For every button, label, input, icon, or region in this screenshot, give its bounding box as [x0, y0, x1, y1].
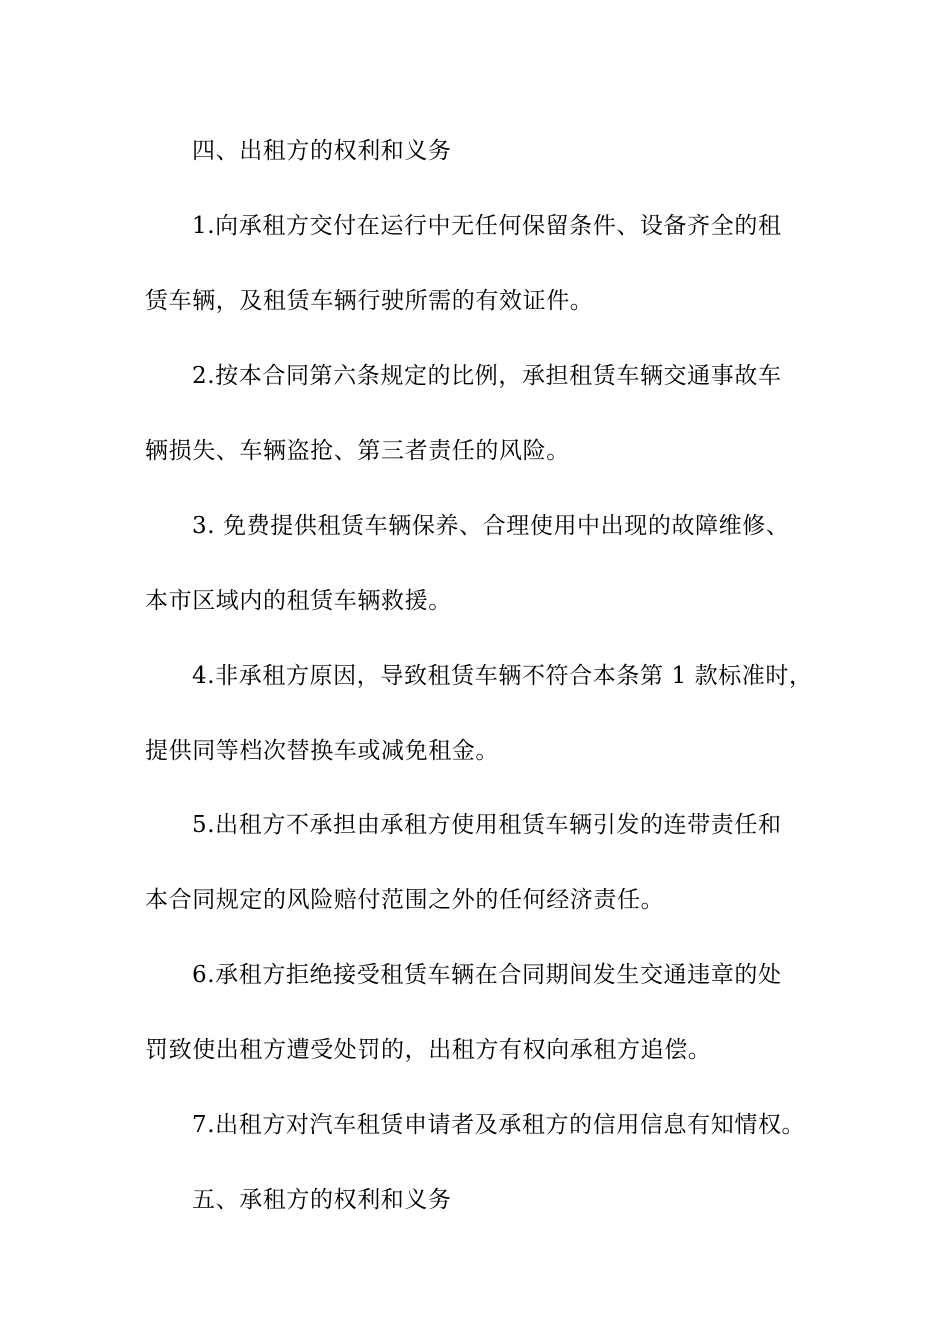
paragraph-line: 提供同等档次替换车或减免租金。 — [145, 738, 499, 764]
paragraph-line: 3. 免费提供租赁车辆保养、合理使用中出现的故障维修、 — [192, 513, 790, 539]
paragraph-line: 辆损失、车辆盗抢、第三者责任的风险。 — [145, 438, 570, 464]
paragraph-line: 2.按本合同第六条规定的比例，承担租赁车辆交通事故车 — [192, 363, 782, 389]
paragraph-line: 5.出租方不承担由承租方使用租赁车辆引发的连带责任和 — [192, 812, 782, 838]
paragraph-line: 赁车辆，及租赁车辆行驶所需的有效证件。 — [145, 288, 594, 314]
paragraph-line: 本市区域内的租赁车辆救援。 — [145, 588, 452, 614]
paragraph-line: 本合同规定的风险赔付范围之外的任何经济责任。 — [145, 887, 665, 913]
section-heading-4: 四、出租方的权利和义务 — [192, 138, 452, 164]
paragraph-line: 6.承租方拒绝接受租赁车辆在合同期间发生交通违章的处 — [192, 962, 782, 988]
paragraph-line: 7.出租方对汽车租赁申请者及承租方的信用信息有知情权。 — [192, 1112, 806, 1138]
paragraph-line: 4.非承租方原因，导致租赁车辆不符合本条第 1 款标准时， — [192, 663, 813, 689]
section-heading-5: 五、承租方的权利和义务 — [192, 1187, 452, 1213]
paragraph-line: 罚致使出租方遭受处罚的，出租方有权向承租方追偿。 — [145, 1037, 712, 1063]
paragraph-line: 1.向承租方交付在运行中无任何保留条件、设备齐全的租 — [192, 213, 782, 239]
